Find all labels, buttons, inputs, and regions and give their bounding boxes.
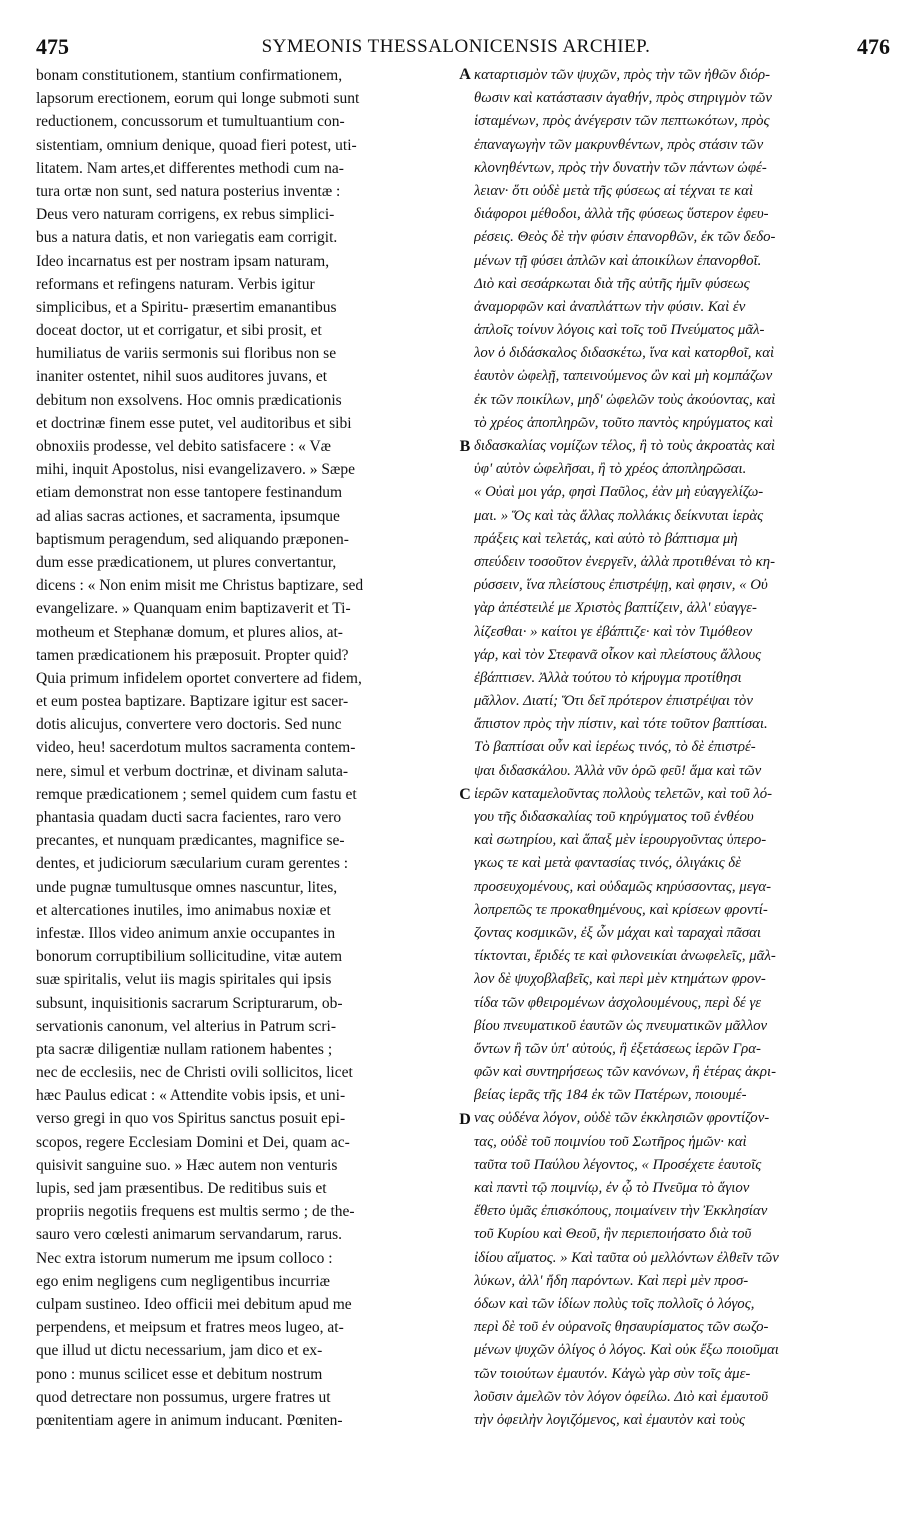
latin-text-line: tura ortæ non sunt, sed natura posterius inventæ : — [36, 182, 341, 200]
latin-text-line: quod detrectare non possumus, urgere fratres ut — [36, 1388, 331, 1406]
greek-text-line: καὶ παντὶ τῷ ποιμνίῳ, ἐν ᾧ τὸ Πνεῦμα τὸ ἅγιον — [474, 1180, 750, 1196]
greek-text-line: τας, οὐδὲ τοῦ ποιμνίου τοῦ Σωτῆρος ἡμῶν· καὶ — [474, 1133, 747, 1150]
latin-text-line: verso gregi in quo vos Spiritus sanctus posuit epi- — [36, 1110, 346, 1128]
greek-text-line: λύκων, ἀλλ' ἤδη παρόντων. Καὶ περὶ μὲν προσ- — [474, 1272, 749, 1289]
greek-text-line: ταῦτα τοῦ Παύλου λέγοντος, « Προσέχετε ἑαυτοῖς — [474, 1156, 762, 1173]
latin-text-line: ad alias sacras actiones, et sacramenta, ipsumque — [36, 507, 340, 525]
latin-text-line: mihi, inquit Apostolus, nisi evangelizavero. » Sæpe — [36, 461, 356, 479]
greek-text-line: « Οὐαὶ μοι γάρ, φησὶ Παῦλος, ἐὰν μὴ εὐαγγελίζω- — [474, 484, 764, 501]
latin-text-line: reformans et refingens naturam. Verbis igitur — [36, 275, 315, 293]
greek-text-line: ζοντας κοσμικῶν, ἐξ ὧν μάχαι καὶ ταραχαὶ πᾶσαι — [474, 924, 762, 941]
latin-text-line: pono : munus scilicet esse et debitum nostrum — [36, 1365, 323, 1383]
latin-text-line: scopos, regere Ecclesiam Domini et Dei, quam ac- — [36, 1133, 350, 1151]
greek-text-line: λον δὲ ψυχοβλαβεῖς, καὶ περὶ μὲν κτημάτων φρον- — [474, 971, 766, 988]
greek-text-line: καὶ σωτηρίου, καὶ ἅπαξ μὲν ἱερουργοῦντας ὑπερο- — [474, 832, 767, 849]
greek-text-line: Τὸ βαπτίσαι οὖν καὶ ἱερέως τινός, τὸ δὲ ἐπιστρέ- — [474, 739, 756, 756]
latin-text-line: et doctrinæ finem esse putet, vel auditoribus et sibi — [36, 414, 352, 432]
latin-text-line: infestæ. Illos video animum anxie occupantes in — [36, 924, 336, 942]
latin-text-line: unde pugnæ tumultusque omnes nascuntur, lites, — [36, 878, 338, 896]
latin-text-line: Nec extra istorum numerum me ipsum colloco : — [36, 1249, 333, 1267]
latin-text-line: lapsorum erectionem, eorum qui longe submoti sunt — [36, 90, 360, 108]
greek-text-line: λίζεσθαι· » καίτοι γε ἐβάπτιζε· καὶ τὸν Τιμόθεον — [474, 623, 753, 640]
greek-text-line: λειαν· ὅτι οὐδὲ μετὰ τῆς φύσεως αἱ τέχναι τε καὶ — [474, 182, 753, 199]
latin-text-line: obnoxiis prodesse, vel debito satisfacere : « Væ — [36, 438, 332, 455]
latin-text-line: debitum non exsolvens. Hoc omnis prædicationis — [36, 391, 342, 409]
latin-text-line: precantes, et nunquam prædicantes, magnifice se- — [36, 832, 345, 850]
latin-text-line: humiliatus de variis sermonis sui floribus non se — [36, 345, 337, 363]
latin-text-line: sauro vero cœlesti animarum servandarum, rarus. — [36, 1226, 343, 1244]
greek-text-line: τοῦ Κυρίου καὶ Θεοῦ, ἣν περιεποιήσατο διὰ τοῦ — [474, 1226, 752, 1243]
greek-text-line: πράξεις καὶ τελετάς, καὶ αὐτὸ τὸ βάπτισμα μὴ — [474, 530, 738, 547]
page-number-left: 475 — [36, 34, 69, 59]
greek-text-line: περὶ δὲ τοῦ ἐν οὐρανοῖς θησαυρίσματος τῶν σωζο- — [474, 1319, 769, 1336]
greek-text-line: λοῦσιν ἀμελῶν τὸν λόγον ὀφείλω. Διὸ καὶ ἐμαυτοῦ — [474, 1388, 769, 1405]
latin-text-line: et altercationes inutiles, imo animabus noxiæ et — [36, 901, 331, 919]
latin-text-line: dicens : « Non enim misit me Christus baptizare, sed — [36, 577, 364, 595]
greek-text-line: φῶν καὶ συντηρήσεως τῶν κανόνων, ἢ ἑτέρας ἀκρι- — [474, 1064, 776, 1081]
latin-text-line: inaniter ostentet, nihil suos auditores juvans, et — [36, 368, 328, 386]
latin-text-line: suæ spiritalis, velut iis magis spiritales qui ipsis — [36, 971, 332, 989]
latin-text-line: quisivit sanguine suo. » Hæc autem non venturis — [36, 1156, 338, 1174]
latin-text-line: que illud ut dictu necessarium, jam dico et ex- — [36, 1342, 323, 1360]
latin-text-line: lupis, sed jam præsentibus. De reditibus suis et — [36, 1180, 327, 1197]
greek-text-line: ἰδίου αἵματος. » Καὶ ταῦτα οὐ μελλόντων ἐλθεῖν τῶν — [474, 1249, 779, 1266]
latin-text-line: bonam constitutionem, stantium confirmationem, — [36, 67, 343, 84]
section-marker-b: B — [459, 438, 471, 455]
greek-text-line: ἐβάπτισεν. Ἀλλὰ τούτου τὸ κήρυγμα προτίθησι — [474, 669, 742, 686]
latin-text-line: tamen prædicationem his præposuit. Propter quid? — [36, 646, 349, 664]
latin-text-line: pœnitentiam agere in animum inducant. Pœniten- — [36, 1411, 343, 1429]
latin-text-line: sistentiam, omnium denique, quoad fieri potest, uti- — [36, 136, 357, 154]
greek-text-line: ἄπιστον πρὸς τὴν πίστιν, καὶ τότε τοῦτον βαπτίσαι. — [474, 716, 768, 733]
greek-text-line: ἀναμορφῶν καὶ ἀναπλάττων τὴν φύσιν. Καὶ ἐν — [474, 298, 746, 315]
latin-text-line: propriis negotiis frequens est multis sermo ; de the- — [36, 1203, 355, 1221]
greek-text-line: λοπρεπῶς τε προκαθημένους, καὶ κρίσεων φροντί- — [474, 901, 768, 918]
greek-text-line: ψαι διδασκάλου. Ἀλλὰ νῦν ὁρῶ φεῦ! ἅμα καὶ τῶν — [474, 762, 762, 779]
latin-text-line: reductionem, concussorum et tumultuantium con- — [36, 113, 345, 131]
greek-text-line: ἔθετο ὑμᾶς ἐπισκόπους, ποιμαίνειν τὴν Ἐκκλησίαν — [474, 1203, 768, 1220]
greek-text-line: κλονηθέντων, πρὸς τὴν δυνατὴν τῶν πάντων ὠφέ- — [474, 159, 767, 176]
greek-text-line: τίκτονται, ἔριδές τε καὶ φιλονεικίαι ἀνωφελεῖς, μᾶλ- — [474, 948, 776, 965]
greek-text-line: προσευχομένους, καὶ οὐδαμῶς κηρύσσοντας, μεγα- — [474, 878, 772, 895]
greek-text-line: νας οὐδένα λόγον, οὐδὲ τῶν ἐκκλησιῶν φροντίζον- — [474, 1110, 770, 1127]
latin-text-line: ego enim negligens cum negligentibus incurriæ — [36, 1272, 331, 1290]
greek-text-line: τίδα τῶν φθειρομένων ἀσχολουμένους, περὶ δέ γε — [474, 994, 762, 1011]
section-marker-d: D — [459, 1111, 471, 1128]
latin-text-line: hæc Paulus edicat : « Attendite vobis ipsis, et uni- — [36, 1087, 346, 1105]
latin-text-line: Ideo incarnatus est per nostram ipsam naturam, — [36, 252, 330, 270]
greek-column — [474, 64, 894, 1432]
greek-text-line: βείας ἱερᾶς τῆς 184 ἐκ τῶν Πατέρων, ποιουμέ- — [474, 1087, 747, 1104]
greek-text-line: ἐπαναγωγὴν τῶν μακρυνθέντων, πρὸς στάσιν τῶν — [474, 136, 764, 153]
greek-text-line: τὴν ὀφειλὴν λογιζόμενος, καὶ ἐμαυτὸν καὶ τοὺς — [474, 1411, 745, 1428]
greek-text-line: λον ὁ διδάσκαλος διδασκέτω, ἵνα καὶ κατορθοῖ, καὶ — [474, 345, 775, 362]
latin-text-line: dum esse prædicationem, ut plures convertantur, — [36, 553, 337, 571]
latin-text-line: motheum et Stephanæ domum, et plures alios, at- — [36, 623, 343, 641]
greek-text-line: ἁπλοῖς τοίνυν λόγοις καὶ τοῖς τοῦ Πνεύματος μᾶλ- — [474, 322, 765, 339]
latin-column — [36, 64, 456, 1432]
greek-text-line: γάρ, καὶ τὸν Στεφανᾶ οἶκον καὶ πλείστους ἄλλους — [474, 646, 762, 663]
latin-text-line: phantasia quadam ducti sacra facientes, raro vero — [36, 809, 342, 826]
section-marker-a: A — [459, 66, 471, 83]
greek-text-line: Διὸ καὶ σεσάρκωται διὰ τῆς αὐτῆς ἡμῖν φύσεως — [474, 275, 750, 292]
latin-text-line: remque prædicationem ; semel quidem cum fastu et — [36, 785, 357, 803]
latin-text-line: simplicibus, et a Spiritu- præsertim emanantibus — [36, 298, 337, 316]
page-number-right: 476 — [857, 34, 890, 59]
running-title: SYMEONIS THESSALONICENSIS ARCHIEP. — [261, 36, 651, 57]
greek-text-line: τὸ χρέος ἀποπληρῶν, τοῦτο παντὸς κηρύγματος καὶ — [474, 414, 773, 431]
greek-text-line: γκως τε καὶ μετὰ φαντασίας τινός, ὀλιγάκις δὲ — [474, 855, 741, 872]
latin-text-line: servationis canonum, vel alterius in Patrum scri- — [36, 1017, 337, 1035]
latin-text-line: dotis alicujus, convertere vero doctoris. Sed nunc — [36, 716, 342, 734]
latin-text-line: subsunt, inquisitionis sacrarum Scripturarum, ob- — [36, 994, 343, 1012]
greek-text-line: καταρτισμὸν τῶν ψυχῶν, πρὸς τὴν τῶν ἠθῶν διόρ- — [474, 67, 771, 83]
latin-text-line: culpam sustineo. Ideo officii mei debitum apud me — [36, 1295, 352, 1313]
latin-text-line: litatem. Nam artes,et differentes methodi cum na- — [36, 159, 344, 177]
greek-text-line: ἐκ τῶν ποικίλων, μηδ' ὠφελῶν τοὺς ἀκούοντας, καὶ — [474, 391, 776, 408]
latin-text-line: nec de ecclesiis, nec de Christi ovili sollicitos, licet — [36, 1064, 353, 1082]
greek-text-line: ἱσταμένων, πρὸς ἀνέγερσιν τῶν πεπτωκότων, πρὸς — [474, 113, 770, 130]
latin-text-line: bonorum corruptibilium sollicitudine, vitæ autem — [36, 948, 343, 966]
latin-text-line: etiam demonstrat non esse tantopere festinandum — [36, 484, 343, 502]
latin-text-line: pta sacræ diligentiæ nullam rationem habentes ; — [36, 1040, 333, 1058]
page-header — [0, 34, 904, 64]
greek-text-line: ρύσσειν, ἵνα πλείστους ἐπιστρέψῃ, καὶ φησιν, « Οὐ — [474, 577, 768, 594]
greek-text-line: βίου πνευματικοῦ ἑαυτῶν ὡς πνευματικῶν μᾶλλον — [474, 1017, 768, 1034]
greek-text-line: όδων καὶ τῶν ἰδίων πολὺς τοῖς πολλοῖς ὁ λόγος, — [474, 1295, 755, 1312]
greek-text-line: γου τῆς διδασκαλίας τοῦ κηρύγματος τοῦ ἐνθέου — [474, 809, 754, 825]
greek-text-line: διδασκαλίας νομίζων τέλος, ἢ τὸ τοὺς ἀκροατὰς καὶ — [474, 438, 775, 454]
greek-text-line: θωσιν καὶ κατάστασιν ἀγαθήν, πρὸς στηριγμὸν τῶν — [474, 90, 772, 107]
latin-text-line: dentes, et judiciorum sæcularium curam gerentes : — [36, 855, 349, 873]
greek-text-line: τῶν τοιούτων ἐμαυτόν. Κἀγὼ γὰρ σὺν τοῖς ἀμε- — [474, 1365, 751, 1382]
section-marker-c: C — [459, 786, 471, 803]
greek-text-line: ὑφ' αὑτὸν ὠφελῆσαι, ἢ τὸ χρέος ἀποπληρῶσαι. — [474, 461, 747, 478]
latin-text-line: nere, simul et verbum doctrinæ, et divinam saluta- — [36, 762, 349, 780]
greek-text-line: μᾶλλον. Διατί; Ὅτι δεῖ πρότερον ἐπιστρέψαι τὸν — [474, 693, 753, 710]
greek-text-line: σπεύδειν τοσοῦτον ἐνεργεῖν, ἀλλὰ προτιθέναι τὸ κη- — [474, 553, 776, 570]
latin-text-line: bus a natura datis, et non variegatis eam corrigit. — [36, 229, 338, 247]
latin-text-line: doceat doctor, ut et corrigatur, et sibi prosit, et — [36, 322, 322, 340]
greek-text-line: μαι. » Ὅς καὶ τὰς ἄλλας πολλάκις δείκνυται ἱερὰς — [474, 507, 764, 524]
greek-text-line: ἑαυτὸν ὠφελῇ, ταπεινούμενος ὢν καὶ μὴ κομπάζων — [474, 368, 773, 385]
latin-text-line: Deus vero naturam corrigens, ex rebus simplici- — [36, 206, 335, 224]
greek-text-line: ρέσεις. Θεὸς δὲ τὴν φύσιν ἐπανορθῶν, ἐκ τῶν δεδο- — [474, 229, 776, 246]
latin-text-line: perpendens, et meipsum et fratres meos lugeo, at- — [36, 1319, 344, 1337]
latin-text-line: Quia primum infidelem oportet convertere ad fidem, — [36, 669, 362, 687]
latin-text-line: baptismum peragendum, sed aliquando præponen- — [36, 530, 349, 548]
greek-text-line: μένων ψυχῶν ὀλίγος ὁ λόγος. Καὶ οὐκ ἔξω ποιοῦμαι — [474, 1342, 779, 1359]
latin-text-line: et eum postea baptizare. Baptizare igitur est sacer- — [36, 693, 349, 711]
greek-text-line: ἱερῶν καταμελοῦντας πολλοὺς τελετῶν, καὶ τοῦ λό- — [474, 785, 773, 802]
latin-text-line: evangelizare. » Quanquam enim baptizaverit et Ti- — [36, 600, 351, 618]
greek-text-line: γὰρ ἀπέστειλέ με Χριστὸς βαπτίζειν, ἀλλ' εὐαγγε- — [474, 600, 757, 617]
greek-text-line: διάφοροι μέθοδοι, ἀλλὰ τῆς φύσεως ὕστερον ἐφευ- — [474, 206, 769, 223]
latin-text-line: video, heu! sacerdotum multos sacramenta contem- — [36, 739, 356, 757]
greek-text-line: ὄντων ἢ τῶν ὑπ' αὐτούς, ἢ ἐξετάσεως ἱερῶν Γρα- — [474, 1040, 761, 1057]
greek-text-line: μένων τῇ φύσει ἁπλῶν καὶ ἀποικίλων ἐπανορθοῖ. — [474, 252, 762, 269]
